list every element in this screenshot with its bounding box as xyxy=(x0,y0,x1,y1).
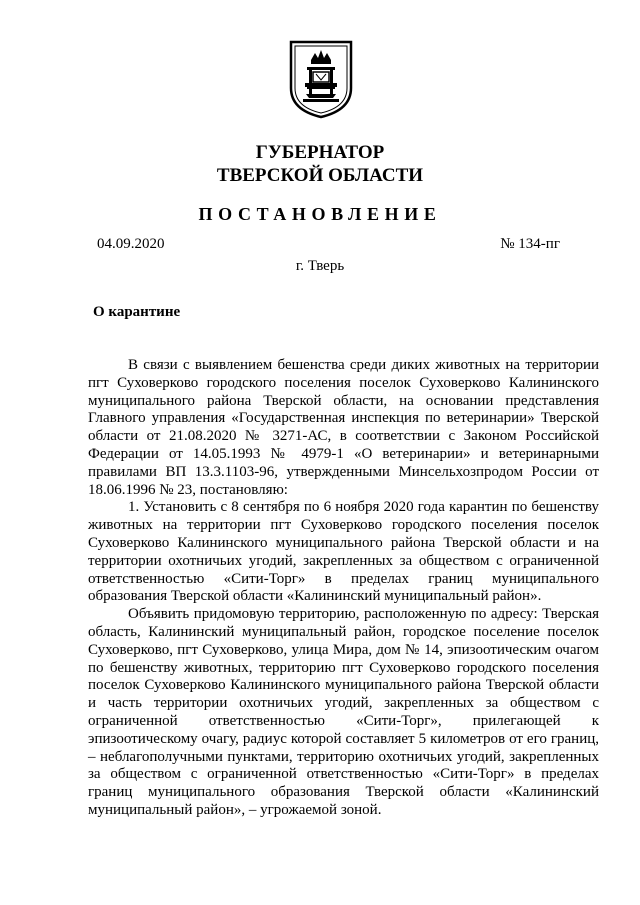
document-city: г. Тверь xyxy=(295,258,345,274)
document-date: 04.09.2020 xyxy=(97,236,165,252)
paragraph-declaration: Объявить придомовую территорию, расположенную по адресу: Тверская область, Калининский муниципальный район, городское поселение поселок Суховерково, пгт Суховерково, улица Мира, дом № 14, эпизоотическим очагом по бешенству животных, территорию пгт Суховерково городского поселения поселок Суховерково Калининского муниципального района Тверской области и часть территории охотничьих угодий, закрепленных за обществом с ограниченной ответственностью «Сити-Торг», прилегающей к эпизоотическому очагу, радиус которой составляет 5 километров от его границ, – неблагополучными пунктами, территорию охотничьих угодий, закрепленных за обществом с ограниченной ответственностью «Сити-Торг» в пределах границ муниципального образования Тверской области «Калининский муниципальный район», – угрожаемой зоной. xyxy=(88,606,599,818)
paragraph-item-1: 1. Установить с 8 сентября по 6 ноября 2020 года карантин по бешенству животных на территории пгт Суховерково городского поселения поселок Суховерково Калининского муниципального района Тверской области и на территории охотничьих угодий, закрепленных за обществом с ограниченной ответственностью «Сити-Торг» в пределах границ муниципального образования Тверской области «Калининский муниципальный район». xyxy=(88,499,599,605)
document-body xyxy=(88,357,599,820)
document-number: № 134-пг xyxy=(500,236,560,252)
paragraph-preamble: В связи с выявлением бешенства среди диких животных на территории пгт Суховерково городского поселения поселок Суховерково Калининского муниципального района Тверской области, на основании представления Главного управления «Государственная инспекция по ветеринарии» Тверской области от 21.08.2020 № 3271-АС, в соответствии с Законом Российской Федерации от 14.05.1993 № 4979-1 «О ветеринарии» и ветеринарными правилами ВП 13.3.1103-96, утвержденными Минсельхозпродом России от 18.06.1996 № 23, постановляю: xyxy=(88,357,599,498)
issuer-region: ТВЕРСКОЙ ОБЛАСТИ xyxy=(216,165,424,186)
document-subject: О карантине xyxy=(93,304,181,320)
coat-of-arms-icon xyxy=(287,38,355,120)
document-type: ПОСТАНОВЛЕНИЕ xyxy=(198,204,442,224)
issuer-title: ГУБЕРНАТОР xyxy=(255,142,385,163)
